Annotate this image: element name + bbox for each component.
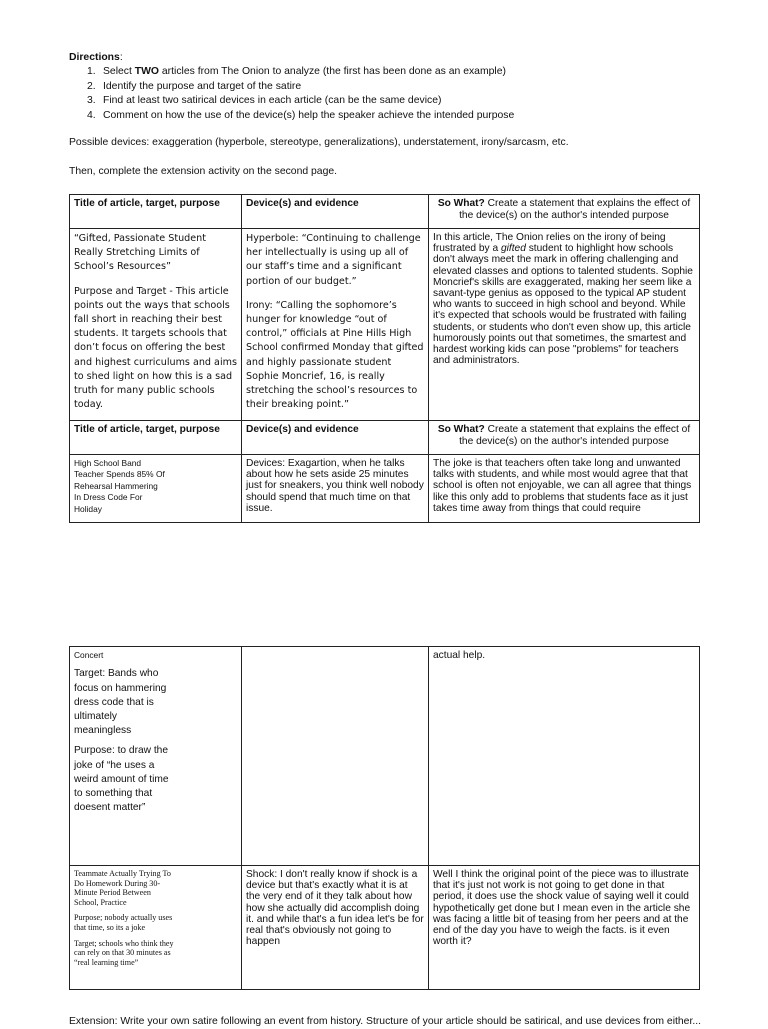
header-so-what: So What? Create a statement that explains the effect of the device(s) on the author's intended purpose <box>429 195 700 229</box>
directions-list <box>69 65 709 123</box>
analysis-table-2 <box>69 646 700 990</box>
row1-so-what-cell <box>429 229 700 421</box>
direction-item: 2. Identify the purpose and target of the satire <box>87 80 302 92</box>
directions-section <box>69 51 709 123</box>
row2-title-cell <box>70 455 242 523</box>
row4-purpose: Purpose; nobody actually uses that time, so its a joke <box>74 913 173 932</box>
row2-title: High School Band Teacher Spends 85% Of Rehearsal Hammering In Dress Code For Holiday <box>74 458 165 514</box>
table-header-row <box>70 195 700 229</box>
analysis-table-1 <box>69 194 700 523</box>
row4-title-cell <box>70 866 242 990</box>
row4-so-what-cell <box>429 866 700 990</box>
row4-device: Shock: I don't really know if shock is a device but that's exactly what it is at the very end of it they talk about how how she actually did accomplish doing it. and while that's a fun idea let's be for real that's obviously not going to happen <box>246 869 424 948</box>
row3-title-cell <box>70 647 242 866</box>
header-title: Title of article, target, purpose <box>70 421 242 455</box>
table-row <box>70 229 700 421</box>
row4-device-cell <box>242 866 429 990</box>
row1-device-hyperbole: Hyperbole: “Continuing to challenge her intellectually is using up all of our staff’s time and a significant portion of our budget.” <box>246 233 421 287</box>
header-devices: Device(s) and evidence <box>242 195 429 229</box>
table-row <box>70 455 700 523</box>
table-row <box>70 866 700 990</box>
direction-item: 4. Comment on how the use of the device(s) help the speaker achieve the intended purpose <box>87 109 515 121</box>
row1-title: “Gifted, Passionate Student Really Stretching Limits of School’s Resources” <box>74 233 206 273</box>
row3-so-what-continued: actual help. <box>433 650 486 661</box>
row3-title-continued: Concert <box>74 650 104 660</box>
row1-so-what: In this article, The Onion relies on the irony of being frustrated by a gifted student to highlight how schools don't always meet the mark in offering challenging and elevated classes and options to talented students. Sophie Moncrief's skills are exaggerated, making her seem like a savant-type genius as opposed to the typical AP student who wants to succeed in high school and beyond. While it's expected that schools would be frustrated with failing students, or students who don't even show up, this article humorously points out that sometimes, the smartest and hardest working kids can pose "problems" for teachers and administrators. <box>433 232 693 367</box>
row4-so-what: Well I think the original point of the piece was to illustrate that it's just not work is not going to get done in that period, it does use the shock value of saying well it could hypothetically get done but I mean even in the article she was facing a little bit of teasing from her peers and at the end of the day you have to weigh the facts. is it even worth it? <box>433 869 691 948</box>
header-devices: Device(s) and evidence <box>242 421 429 455</box>
direction-item: 3. Find at least two satirical devices in each article (can be the same device) <box>87 95 442 107</box>
row2-so-what: The joke is that teachers often take long and unwanted talks with students, and while most would agree that that school is often not enjoyable, we can all agree that things like this only add to problems that students face as it just takes time away from things that could require <box>433 458 692 514</box>
row3-device-cell <box>242 647 429 866</box>
row2-device-cell <box>242 455 429 523</box>
row1-device-cell <box>242 229 429 421</box>
table-row <box>70 647 700 866</box>
row3-target: Target: Bands who focus on hammering dress code that is ultimately meaningless <box>74 668 167 737</box>
header-title: Title of article, target, purpose <box>70 195 242 229</box>
directions-heading: Directions: <box>69 52 123 63</box>
extension-text-cutoff: Extension: Write your own satire following an event from history. Structure of your article should be satirical, and use devices from either... <box>69 1016 702 1027</box>
direction-item: 1. Select TWO articles from The Onion to analyze (the first has been done as an example) <box>87 66 506 78</box>
header-so-what: So What? Create a statement that explains the effect of the device(s) on the author's intended purpose <box>429 421 700 455</box>
possible-devices-text: Possible devices: exaggeration (hyperbole, stereotype, generalizations), understatement, irony/sarcasm, etc. <box>69 137 569 148</box>
row4-title: Teammate Actually Trying To Do Homework During 30-Minute Period Between School, Practice <box>74 869 171 907</box>
row1-device-irony: Irony: “Calling the sophomore’s hunger for knowledge “out of control,” officials at Pine Hills High School confirmed Monday that gifted and highly passionate student Sophie Moncrief, 16, is really stretching the school’s resources to their breaking point.” <box>246 299 424 411</box>
extension-instruction: Then, complete the extension activity on the second page. <box>69 166 338 177</box>
row2-so-what-cell <box>429 455 700 523</box>
row1-title-cell <box>70 229 242 421</box>
row2-device: Devices: Exagartion, when he talks about how he sets aside 25 minutes just for sneakers, you think well nobody should spend that much time on that issue. <box>246 458 424 514</box>
row3-so-what-cell <box>429 647 700 866</box>
row3-purpose: Purpose: to draw the joke of “he uses a weird amount of time to something that doesent matter” <box>74 745 169 814</box>
table-header-row <box>70 421 700 455</box>
row4-target: Target; schools who think they can rely on that 30 minutes as “real learning time” <box>74 938 174 967</box>
row1-purpose: Purpose and Target - This article points out the ways that schools fall short in reaching their best students. It targets schools that don’t focus on offering the best and highest curriculums and aims to shed light on how this is a sad truth for many public schools today. <box>74 285 237 411</box>
